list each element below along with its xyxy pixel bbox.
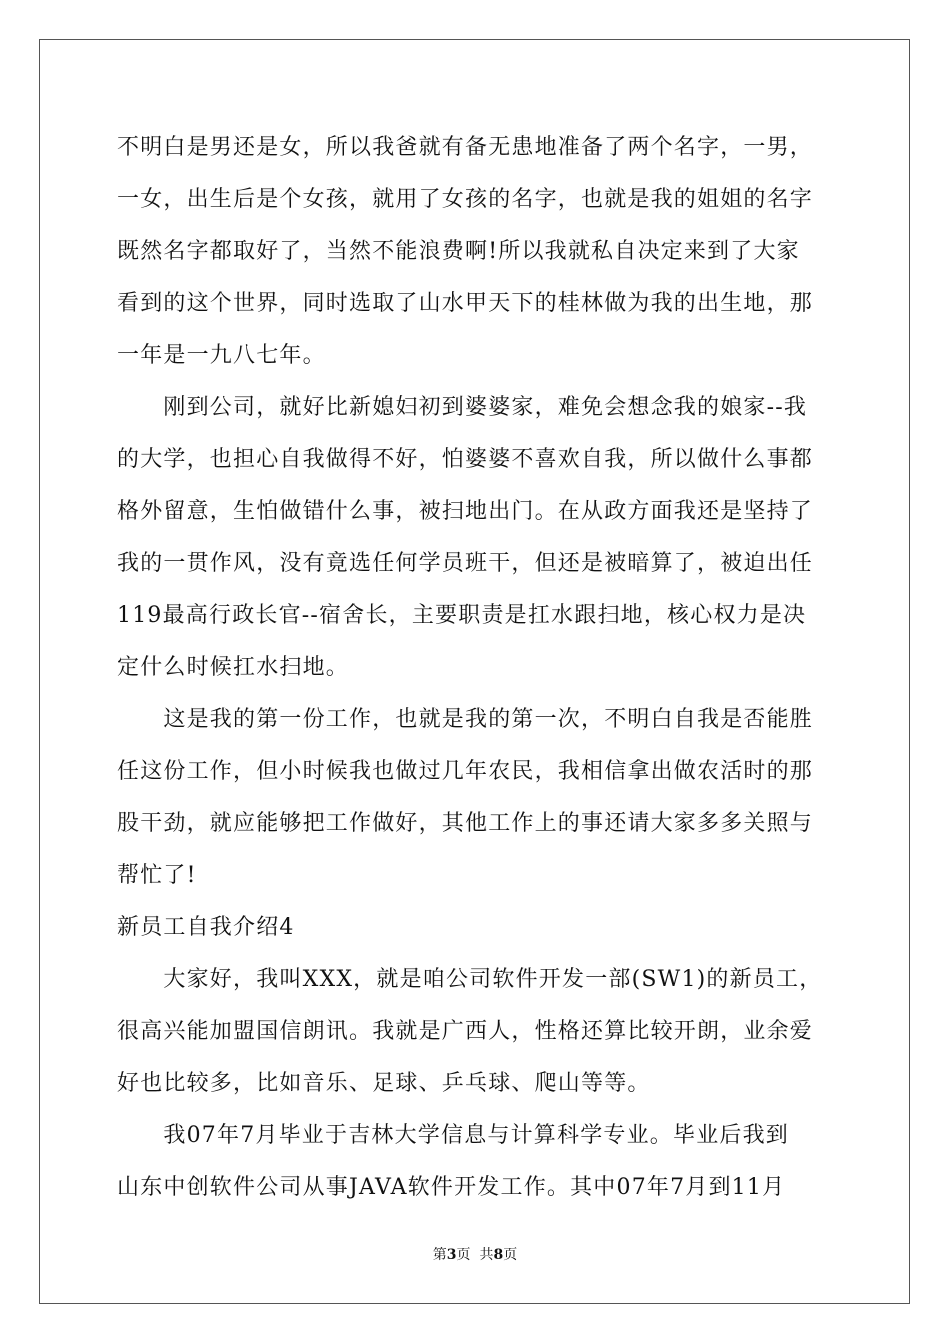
current-page-number: 3 bbox=[446, 1247, 457, 1263]
text-line: 股干劲，就应能够把工作做好，其他工作上的事还请大家多多关照与 bbox=[117, 811, 814, 836]
text-line: 定什么时候扛水扫地。 bbox=[117, 655, 350, 680]
page-number-footer bbox=[0, 1246, 950, 1264]
text-line: 任这份工作，但小时候我也做过几年农民，我相信拿出做农活时的那 bbox=[117, 759, 814, 784]
text-line: 一年是一九八七年。 bbox=[117, 343, 326, 368]
text-line: 119最高行政长官--宿舍长，主要职责是扛水跟扫地，核心权力是决 bbox=[117, 603, 807, 628]
text-line: 一女，出生后是个女孩，就用了女孩的名字，也就是我的姐姐的名字 bbox=[117, 187, 814, 212]
footer-prefix: 第 bbox=[432, 1247, 447, 1263]
text-line: 好也比较多，比如音乐、足球、乒乓球、爬山等等。 bbox=[117, 1071, 651, 1096]
text-line: 大家好，我叫XXX，就是咱公司软件开发一部(SW1)的新员工， bbox=[117, 967, 823, 992]
total-page-number: 8 bbox=[493, 1247, 504, 1263]
text-line: 山东中创软件公司从事JAVA软件开发工作。其中07年7月到11月 bbox=[117, 1175, 786, 1200]
text-line: 既然名字都取好了，当然不能浪费啊!所以我就私自决定来到了大家 bbox=[117, 239, 800, 264]
text-line: 格外留意，生怕做错什么事，被扫地出门。在从政方面我还是坚持了 bbox=[117, 499, 814, 524]
text-line: 刚到公司，就好比新媳妇初到婆婆家，难免会想念我的娘家--我 bbox=[117, 395, 808, 420]
text-line: 很高兴能加盟国信朗讯。我就是广西人，性格还算比较开朗，业余爱 bbox=[117, 1019, 814, 1044]
text-line: 我07年7月毕业于吉林大学信息与计算科学专业。毕业后我到 bbox=[117, 1123, 789, 1148]
footer-suffix: 页 bbox=[503, 1247, 518, 1263]
text-line: 看到的这个世界，同时选取了山水甲天下的桂林做为我的出生地，那 bbox=[117, 291, 814, 316]
text-line: 不明白是男还是女，所以我爸就有备无患地准备了两个名字，一男， bbox=[117, 135, 814, 160]
text-line: 我的一贯作风，没有竟选任何学员班干，但还是被暗算了，被迫出任 bbox=[117, 551, 814, 576]
footer-mid: 页 共 bbox=[456, 1247, 494, 1263]
text-line: 帮忙了! bbox=[117, 863, 197, 888]
text-line: 这是我的第一份工作，也就是我的第一次，不明白自我是否能胜 bbox=[117, 707, 814, 732]
section-heading: 新员工自我介绍4 bbox=[117, 915, 295, 940]
text-line: 的大学，也担心自我做得不好，怕婆婆不喜欢自我，所以做什么事都 bbox=[117, 447, 814, 472]
